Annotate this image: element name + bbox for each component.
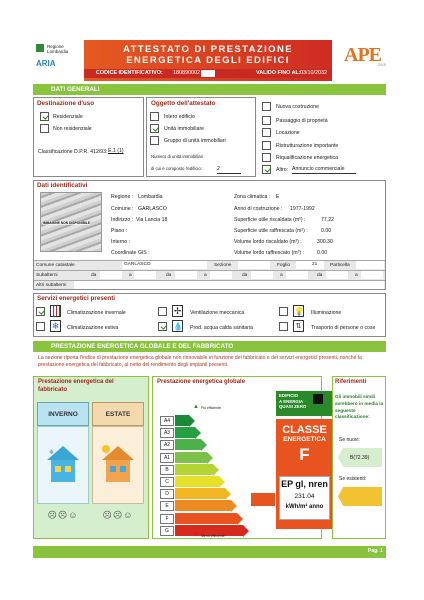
fan-icon: ✢ bbox=[173, 306, 182, 316]
aria-logo: ARIA bbox=[36, 59, 56, 68]
building-photo: IMMAGINE NON DISPONIBILE bbox=[40, 192, 102, 252]
altro-label: Altro: bbox=[276, 167, 289, 173]
non-residenziale-checkbox[interactable] bbox=[40, 124, 49, 133]
classe-box: CLASSE ENERGETICA F bbox=[276, 419, 333, 529]
altro-value: Annuncio commerciale bbox=[292, 166, 356, 174]
estate-header: ESTATE bbox=[92, 402, 144, 426]
radiator-icon bbox=[50, 305, 61, 317]
smiley-row-inverno: ☹☹☺ bbox=[47, 510, 79, 520]
vent-checkbox[interactable] bbox=[158, 307, 167, 316]
class-label-a3: A3 bbox=[160, 428, 174, 438]
class-bar-a3 bbox=[175, 427, 195, 438]
composto-label: di cui è composto l'edificio: bbox=[151, 166, 202, 171]
tap-icon: 💧 bbox=[173, 322, 183, 331]
composto-value: 2 bbox=[217, 166, 241, 174]
elevator-icon: ⇅ bbox=[293, 320, 304, 332]
non-residenziale-label: Non residenziale bbox=[53, 126, 92, 132]
ape-logo: APE bbox=[344, 44, 381, 66]
globale-title: Prestazione energetica globale bbox=[157, 379, 246, 385]
class-letter: F bbox=[299, 445, 310, 464]
classificazione-value: E.1 (1) bbox=[108, 148, 124, 154]
illum-checkbox[interactable] bbox=[279, 307, 288, 316]
class-bar-a1 bbox=[175, 452, 207, 463]
class-bar-a4 bbox=[175, 415, 189, 426]
residenziale-label: Residenziale bbox=[53, 114, 83, 120]
winter-house-icon bbox=[45, 444, 81, 489]
snowflake-icon: ❄ bbox=[51, 321, 60, 331]
section-prestazione: PRESTAZIONE ENERGETICA GLOBALE E DEL FABBRICATO bbox=[33, 341, 386, 352]
numero-label: Numero di unità immobiliari bbox=[151, 154, 204, 159]
current-class-arrow bbox=[251, 493, 275, 506]
riferimenti-title: Riferimenti bbox=[335, 379, 367, 385]
altro-checkbox[interactable] bbox=[262, 165, 271, 174]
footer-bar bbox=[33, 546, 386, 558]
bulb-icon: 💡 bbox=[294, 307, 304, 316]
title-line2: ENERGETICA DEGLI EDIFICI bbox=[126, 55, 290, 66]
class-bar-b bbox=[175, 464, 213, 475]
nuova-label: Nuova costruzione bbox=[276, 104, 319, 110]
ape-year: 2015 bbox=[378, 63, 386, 67]
locazione-checkbox[interactable] bbox=[262, 128, 271, 137]
class-bar-a2 bbox=[175, 439, 201, 450]
smiley-row-estate: ☹☹☺ bbox=[102, 510, 134, 520]
class-label-e: E bbox=[160, 501, 174, 511]
arrow-up-icon: ▲ bbox=[193, 404, 199, 410]
class-label-a2: A2 bbox=[160, 440, 174, 450]
passaggio-label: Passaggio di proprietà bbox=[276, 118, 328, 124]
unita-label: Unità immobiliare bbox=[164, 126, 205, 132]
riferimenti-text: Gli immobili simili avrebbero in media la seguente classificazione: bbox=[335, 394, 384, 420]
summer-house-icon bbox=[100, 444, 136, 489]
trasporto-checkbox[interactable] bbox=[279, 322, 288, 331]
ep-box: EP gl, nren 231.04 kWh/m² anno bbox=[279, 476, 330, 520]
ep-value: 231.04 bbox=[294, 493, 315, 500]
riqualificazione-checkbox[interactable] bbox=[262, 153, 271, 162]
clim-inv-checkbox[interactable] bbox=[36, 307, 45, 316]
nzeb-box: EDIFICIO A ENERGIA QUASI ZERO bbox=[276, 391, 333, 416]
destinazione-title: Destinazione d'uso bbox=[37, 100, 95, 107]
inverno-header: INVERNO bbox=[37, 402, 89, 426]
intero-checkbox[interactable] bbox=[150, 112, 159, 121]
code-value: 180890002 bbox=[173, 70, 200, 76]
fabbricato-title: Prestazione energetica del fabbricato bbox=[38, 379, 114, 393]
arrow-down-icon: ▼ bbox=[193, 532, 199, 538]
page-number: Pag. 1 bbox=[368, 548, 383, 554]
intro-text: La sezione riporta l'indice di prestazione energetica globale non rinnovabile in funzione del fabbricato e dei servizi energetici presenti, nonché la prestazione energetica del fabbricato, al netto del rendimento degli impianti presenti. bbox=[38, 355, 362, 369]
class-bar-c bbox=[175, 476, 219, 487]
catasto-table: Comune catastale GARLASCO Sezione Foglio 21 Particella Subalterni da a da a da a da a Altri subalterni bbox=[34, 260, 385, 289]
gruppo-checkbox[interactable] bbox=[150, 136, 159, 145]
nuovi-label: Se nuovi: bbox=[339, 437, 360, 443]
class-bar-d bbox=[175, 488, 225, 499]
class-label-f: F bbox=[160, 514, 174, 524]
unita-checkbox[interactable] bbox=[150, 124, 159, 133]
svg-text:❄: ❄ bbox=[49, 450, 55, 456]
class-bar-e bbox=[175, 500, 231, 511]
piu-efficiente: Più efficiente bbox=[201, 406, 221, 410]
class-label-a4: A4 bbox=[160, 416, 174, 426]
class-label-c: C bbox=[160, 477, 174, 487]
region-logo bbox=[36, 44, 44, 52]
acs-checkbox[interactable] bbox=[158, 322, 167, 331]
oggetto-box bbox=[146, 97, 256, 177]
section-dati-generali: DATI GENERALI bbox=[33, 84, 386, 95]
class-label-d: D bbox=[160, 489, 174, 499]
class-label-b: B bbox=[160, 465, 174, 475]
residenziale-checkbox[interactable] bbox=[40, 112, 49, 121]
class-bar-f bbox=[175, 513, 237, 524]
nuova-checkbox[interactable] bbox=[262, 102, 271, 111]
class-label-g: G bbox=[160, 526, 174, 536]
passaggio-checkbox[interactable] bbox=[262, 116, 271, 125]
esistenti-label: Se esistenti: bbox=[339, 476, 367, 482]
oggetto-title: Oggetto dell'attestato bbox=[151, 100, 216, 107]
nuovi-value: B(72.39) bbox=[350, 455, 370, 461]
destinazione-box bbox=[33, 97, 144, 177]
servizi-title: Servizi energetici presenti bbox=[37, 295, 116, 302]
meno-efficiente: Meno efficiente bbox=[201, 534, 225, 538]
locazione-label: Locazione bbox=[276, 130, 300, 136]
esistenti-arrow bbox=[338, 487, 382, 506]
valid-date: 03/10/2032 bbox=[300, 70, 327, 76]
region-name: Regione Lombardia bbox=[47, 44, 69, 54]
intero-label: Intero edificio bbox=[164, 114, 195, 120]
code-strip: CODICE IDENTIFICATIVO: 180890002 VALIDO FINO AL: 03/10/2032 bbox=[84, 69, 332, 78]
class-label-a1: A1 bbox=[160, 453, 174, 463]
identificativi-title: Dati identificativi bbox=[37, 182, 88, 189]
clim-est-checkbox[interactable] bbox=[36, 322, 45, 331]
classificazione-label: Classificazione D.P.R. 412/93: bbox=[38, 149, 108, 155]
gruppo-label: Gruppo di unità immobiliari bbox=[164, 138, 226, 144]
riqualificazione-label: Riqualificazione energetica bbox=[276, 155, 338, 161]
ristrutturazione-checkbox[interactable] bbox=[262, 141, 271, 150]
nzeb-checkbox[interactable] bbox=[313, 394, 323, 404]
title-line1: ATTESTATO DI PRESTAZIONE bbox=[123, 44, 293, 55]
ristrutturazione-label: Ristrutturazione importante bbox=[276, 143, 339, 149]
